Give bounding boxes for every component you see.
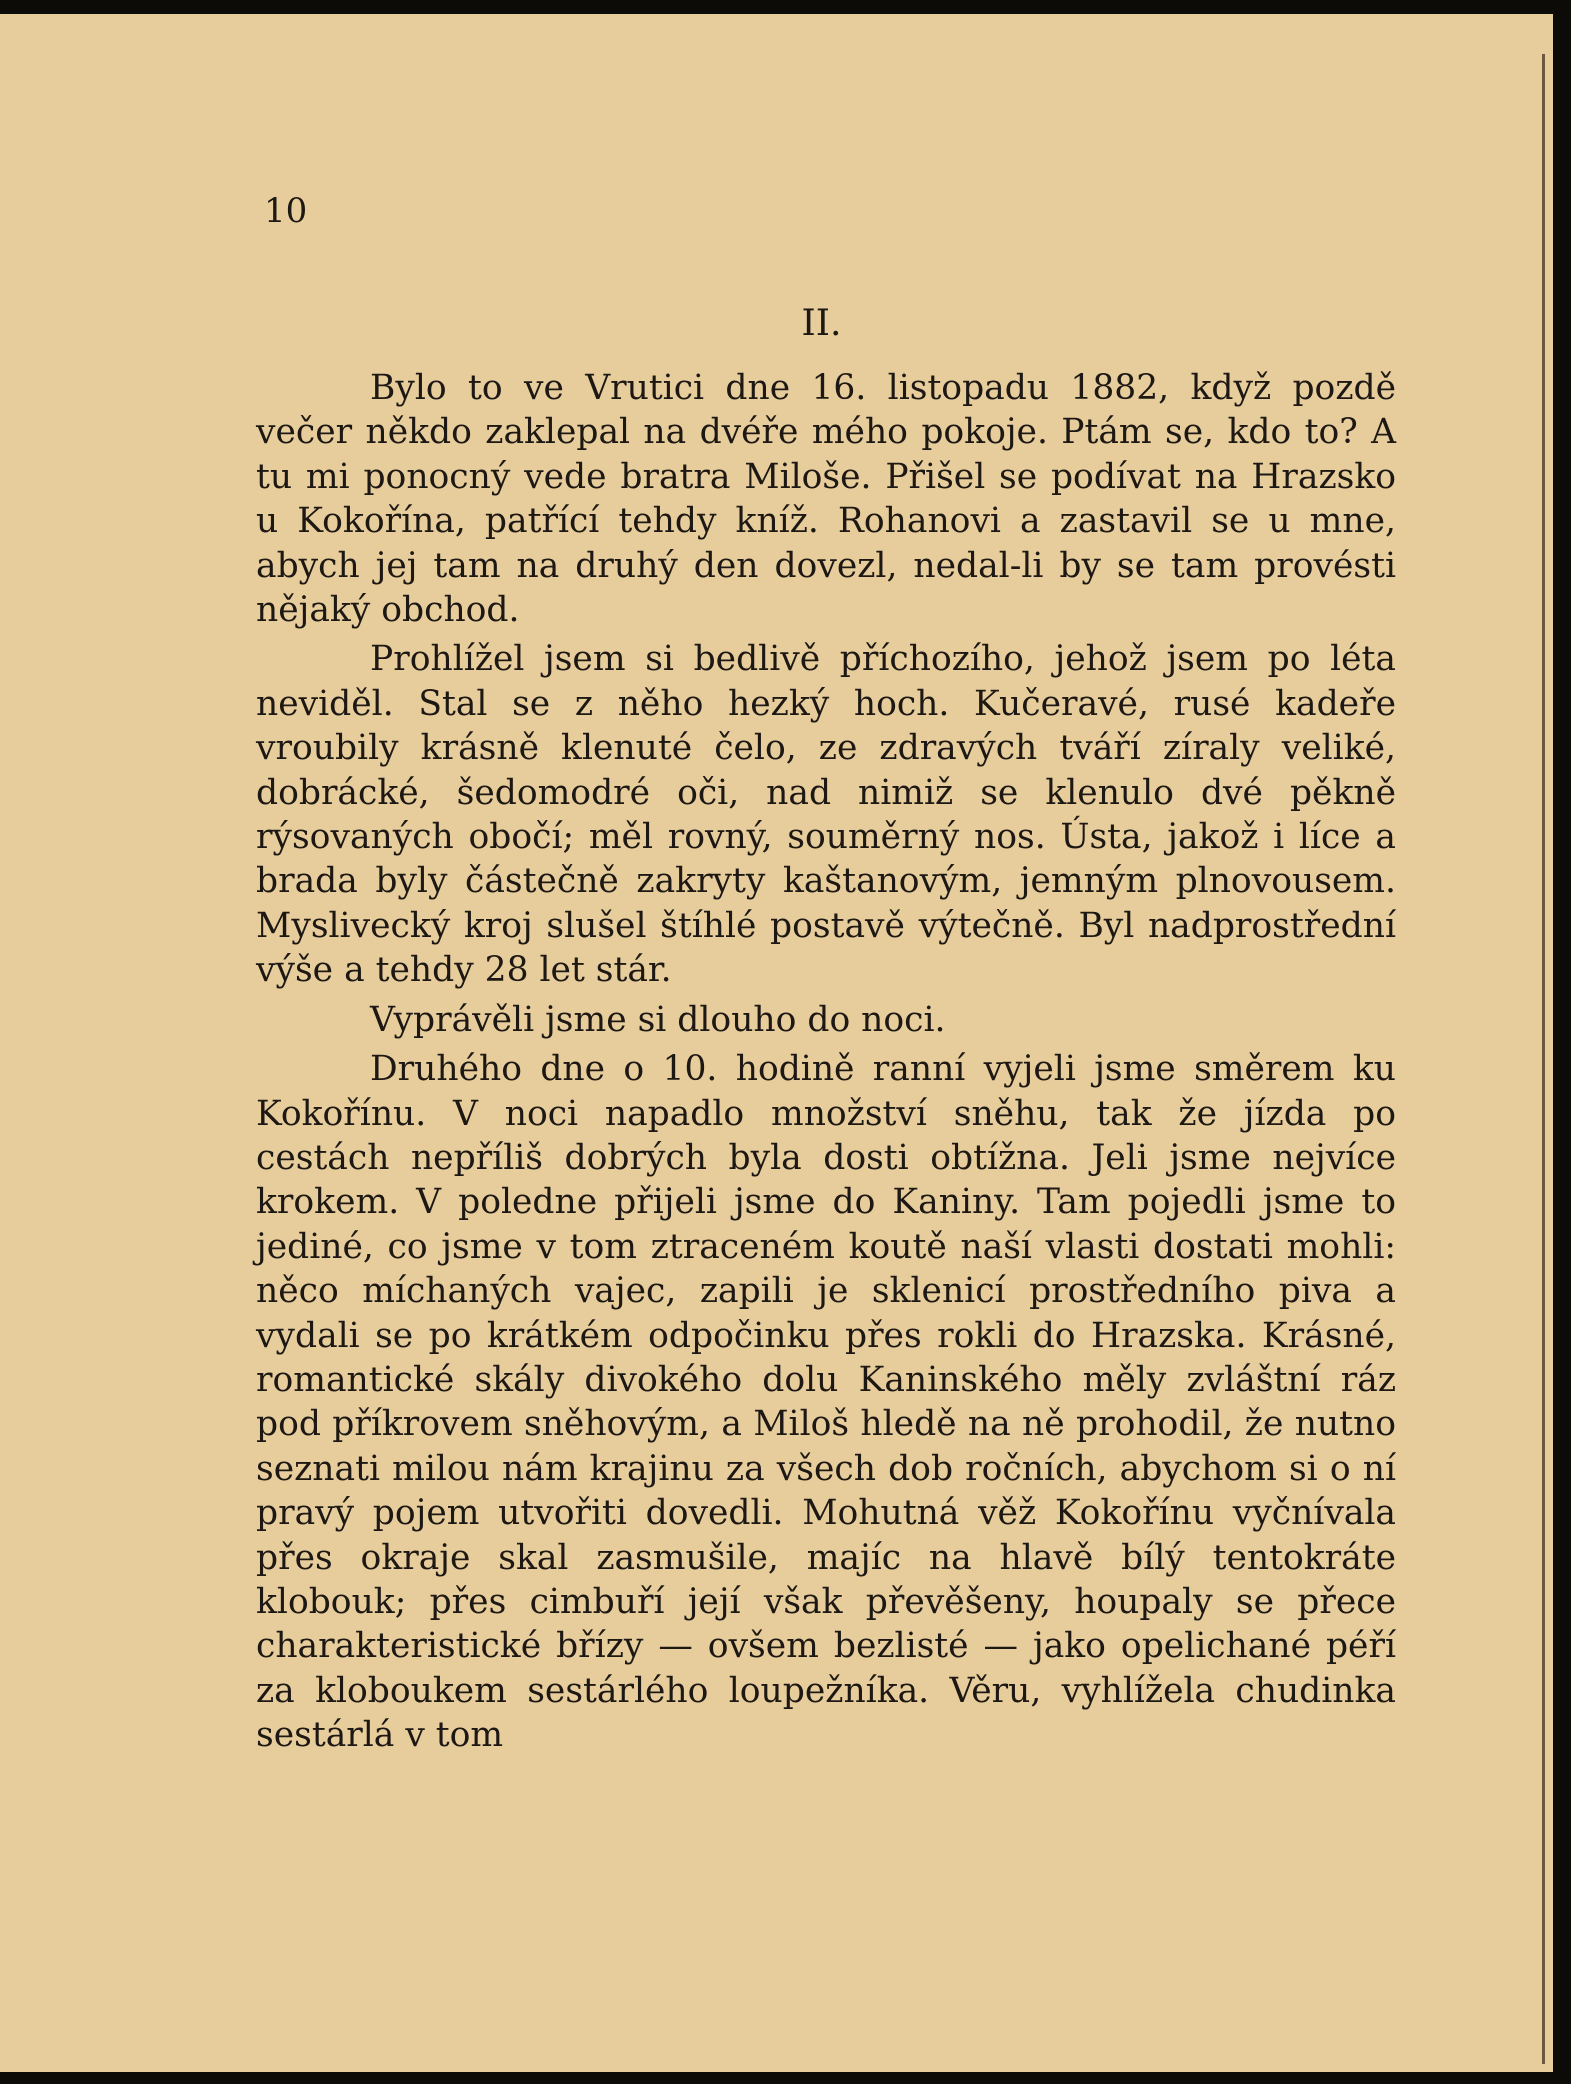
paragraph: Druhého dne o 10. hodině ranní vyjeli jsme směrem ku Kokořínu. V noci napadlo množství sněhu, tak že jízda po cestách nepříliš dobrých byla dosti obtížna. Jeli jsme nejvíce krokem. V poledne přijeli jsme do Kaniny. Tam pojedli jsme to jediné, co jsme v tom ztraceném koutě naší vlasti dostati mohli: něco míchaných vajec, zapili je sklenicí prostředního piva a vydali se po krátkém odpočinku přes rokli do Hrazska. Krásné, romantické skály divokého dolu Kaninského měly zvláštní ráz pod příkrovem sněhovým, a Miloš hledě na ně prohodil, že nutno seznati milou nám krajinu za všech dob ročních, abychom si o ní pravý pojem utvořiti dovedli. Mohutná věž Kokořínu vyčnívala přes okraje skal zasmušile, majíc na hlavě bílý tentokráte klobouk; přes cimbuří její však převěšeny, houpaly se přece charakteristické břízy — ovšem bezlisté — jako opelichané péří za kloboukem sestárlého loupežníka. Věru, vyhlížela chudinka sestárlá v tom: [256, 1049, 1396, 1756]
book-page: [0, 14, 1553, 2072]
page-edge-line: [1542, 54, 1545, 2064]
paragraph: Bylo to ve Vrutici dne 16. listopadu 1882, když pozdě večer někdo zaklepal na dvéře mého pokoje. Ptám se, kdo to? A tu mi ponocný vede bratra Miloše. Přišel se podívat na Hrazsko u Kokořína, patřící tehdy kníž. Rohanovi a zastavil se u mne, abych jej tam na druhý den dovezl, nedal-li by se tam provésti nějaký obchod.: [256, 368, 1396, 631]
paragraph: Prohlížel jsem si bedlivě příchozího, jehož jsem po léta neviděl. Stal se z něho hezký hoch. Kučeravé, rusé kadeře vroubily krásně klenuté čelo, ze zdravých tváří zíraly veliké, dobrácké, šedomodré oči, nad nimiž se klenulo dvé pěkně rýsovaných obočí; měl rovný, souměrný nos. Ústa, jakož i líce a brada byly částečně zakryty kaštanovým, jemným plnovousem. Myslivecký kroj slušel štíhlé postavě výtečně. Byl nadprostřední výše a tehdy 28 let stár.: [256, 639, 1396, 991]
body-text: [256, 366, 1396, 1758]
paragraph: Vyprávěli jsme si dlouho do noci.: [370, 999, 946, 1040]
chapter-heading: II.: [801, 303, 842, 344]
page-number: 10: [264, 191, 308, 231]
